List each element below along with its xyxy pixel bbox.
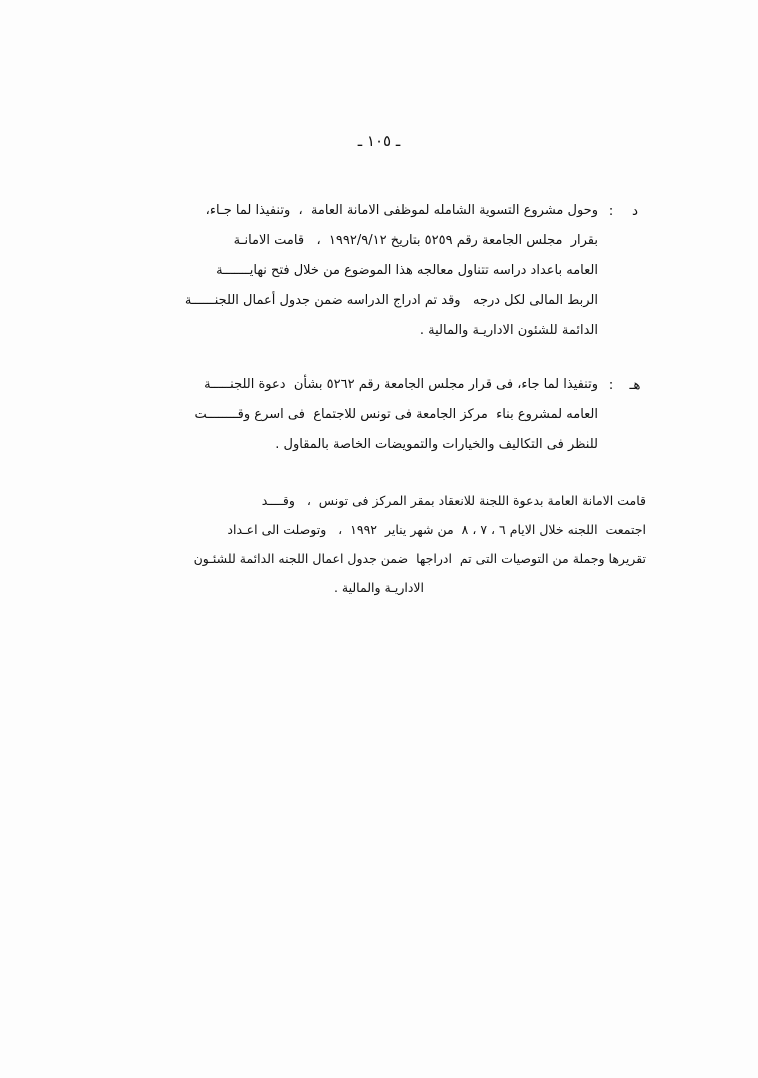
clause-colon-d: : xyxy=(608,203,614,219)
text-line: الاداريـة والمالية . xyxy=(333,580,425,595)
text-line: الربط المالى لكل درجه وقد تم ادراج الدراسه ضمن جدول أعمال اللجنــــــة xyxy=(184,293,598,308)
text-line: تقريرها وجملة من التوصيات التى تم ادراجها ضمن جدول اعمال اللجنه الدائمة للشئـون xyxy=(193,551,646,566)
text-line: بقرار مجلس الجامعة رقم ٥٢٥٩ بتاريخ ١٩٩٢/٩/١٢ ، قامت الامانـة xyxy=(233,233,598,248)
clause-text-e xyxy=(112,370,598,460)
text-line: قامت الامانة العامة بدعوة اللجنة للانعقاد بمقر المركز فى تونس ، وقــــد xyxy=(261,493,646,508)
text-line: الدائمة للشئون الاداريـة والمالية . xyxy=(419,323,598,338)
text-line: للنظر فى التكاليف والخيارات والتمويضات الخاصة بالمقاول . xyxy=(275,437,598,452)
text-line: اجتمعت اللجنه خلال الايام ٦ ، ٧ ، ٨ من شهر يناير ١٩٩٢ ، وتوصلت الى اعـداد xyxy=(227,522,646,537)
text-line: العامه لمشروع بناء مركز الجامعة فى تونس للاجتماع فى اسرع وقــــــــت xyxy=(194,407,598,422)
clause-block-d xyxy=(112,196,646,346)
text-line: العامه باعداد دراسه تتناول معالجه هذا الموضوع من خلال فتح نهايـــــــة xyxy=(216,263,598,278)
clause-marker-d: د xyxy=(631,203,638,219)
text-line: وتنفيذا لما جاء، فى قرار مجلس الجامعة رقم ٥٢٦٢ بشأن دعوة اللجنـــــة xyxy=(204,377,598,392)
text-line: وحول مشروع التسوية الشامله لموظفى الامانة العامة ، وتنفيذا لما جـاء، xyxy=(205,203,598,218)
document-body xyxy=(112,196,646,602)
page-number: ـ ١٠٥ ـ xyxy=(357,132,401,150)
clause-block-e xyxy=(112,370,646,460)
closing-paragraph xyxy=(112,486,646,602)
clause-colon-e: : xyxy=(608,377,614,393)
clause-marker-e: هـ xyxy=(629,377,641,393)
clause-text-d xyxy=(112,196,598,346)
